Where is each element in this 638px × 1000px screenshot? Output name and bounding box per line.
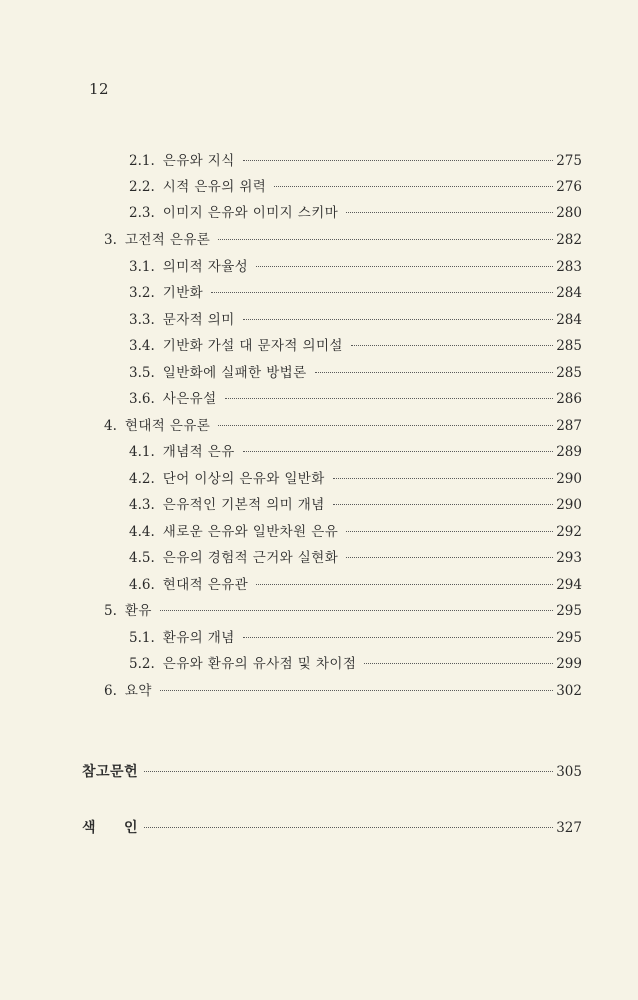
toc-entry-3-5[interactable]	[129, 362, 582, 384]
index-page: 327	[556, 820, 582, 836]
entry-title: 은유의 경험적 근거와 실현화	[162, 550, 339, 566]
dot-leader	[346, 531, 553, 532]
entry-title: 개념적 은유	[162, 444, 235, 460]
entry-title: 은유적인 기본적 의미 개념	[162, 497, 325, 513]
entry-page: 282	[556, 232, 582, 248]
entry-title: 새로운 은유와 일반차원 은유	[162, 524, 339, 540]
entry-title: 기반화 가설 대 문자적 의미설	[162, 338, 343, 354]
entry-number: 3.4.	[129, 338, 155, 354]
entry-page: 293	[556, 550, 582, 566]
dot-leader	[333, 504, 554, 505]
toc-entry-2-2[interactable]	[129, 176, 582, 198]
dot-leader	[256, 266, 553, 267]
toc-entry-3-6[interactable]	[129, 388, 582, 410]
toc-entry-references[interactable]	[82, 761, 582, 783]
dot-leader	[160, 610, 553, 611]
dot-leader	[144, 771, 553, 772]
dot-leader	[274, 186, 553, 187]
entry-title: 현대적 은유론	[124, 418, 211, 434]
toc-entry-4-4[interactable]	[129, 521, 582, 543]
entry-title: 고전적 은유론	[124, 232, 211, 248]
references-page: 305	[556, 764, 582, 780]
dot-leader	[346, 557, 553, 558]
entry-title: 단어 이상의 은유와 일반화	[162, 471, 325, 487]
toc-entry-4-6[interactable]	[129, 574, 582, 596]
toc-entry-index[interactable]	[82, 817, 582, 839]
entry-page: 295	[556, 603, 582, 619]
entry-number: 2.3.	[129, 205, 155, 221]
entry-page: 284	[556, 285, 582, 301]
entry-number: 4.2.	[129, 471, 155, 487]
entry-title: 요약	[124, 683, 152, 699]
entry-title: 시적 은유의 위력	[162, 179, 267, 195]
entry-number: 2.1.	[129, 153, 155, 169]
entry-number: 4.5.	[129, 550, 155, 566]
entry-page: 287	[556, 418, 582, 434]
toc-entry-5-1[interactable]	[129, 627, 582, 649]
dot-leader	[351, 345, 553, 346]
page-number: 12	[89, 80, 110, 98]
entry-page: 276	[556, 179, 582, 195]
entry-number: 3.1.	[129, 259, 155, 275]
dot-leader	[218, 239, 553, 240]
entry-page: 283	[556, 259, 582, 275]
dot-leader	[243, 451, 554, 452]
entry-page: 292	[556, 524, 582, 540]
entry-title: 사은유설	[162, 391, 217, 407]
dot-leader	[346, 212, 553, 213]
entry-page: 299	[556, 656, 582, 672]
entry-page: 285	[556, 365, 582, 381]
dot-leader	[315, 372, 554, 373]
dot-leader	[243, 160, 554, 161]
dot-leader	[256, 584, 553, 585]
entry-page: 289	[556, 444, 582, 460]
toc-entry-2-1[interactable]	[129, 150, 582, 172]
dot-leader	[243, 319, 554, 320]
entry-title: 문자적 의미	[162, 312, 235, 328]
entry-page: 280	[556, 205, 582, 221]
toc-entry-4-5[interactable]	[129, 547, 582, 569]
dot-leader	[225, 398, 554, 399]
entry-number: 4.	[104, 418, 117, 434]
entry-title: 은유와 환유의 유사점 및 차이점	[162, 656, 357, 672]
entry-title: 환유	[124, 603, 152, 619]
entry-title: 이미지 은유와 이미지 스키마	[162, 205, 339, 221]
index-title-part2: 인	[124, 820, 139, 836]
dot-leader	[364, 663, 553, 664]
entry-page: 284	[556, 312, 582, 328]
toc-entry-3-1[interactable]	[129, 256, 582, 278]
entry-page: 290	[556, 471, 582, 487]
entry-number: 3.3.	[129, 312, 155, 328]
dot-leader	[160, 690, 553, 691]
entry-number: 4.6.	[129, 577, 155, 593]
entry-number: 5.2.	[129, 656, 155, 672]
entry-page: 285	[556, 338, 582, 354]
entry-page: 275	[556, 153, 582, 169]
entry-page: 290	[556, 497, 582, 513]
entry-number: 6.	[104, 683, 117, 699]
toc-entry-4-2[interactable]	[129, 468, 582, 490]
entry-title: 의미적 자율성	[162, 259, 249, 275]
entry-page: 294	[556, 577, 582, 593]
toc-entry-5[interactable]	[104, 600, 582, 622]
entry-title: 일반화에 실패한 방법론	[162, 365, 307, 381]
references-title: 참고문헌	[82, 764, 139, 780]
entry-number: 4.3.	[129, 497, 155, 513]
toc-entry-2-3[interactable]	[129, 202, 582, 224]
entry-title: 환유의 개념	[162, 630, 235, 646]
dot-leader	[211, 292, 553, 293]
entry-number: 3.2.	[129, 285, 155, 301]
entry-page: 302	[556, 683, 582, 699]
dot-leader	[333, 478, 554, 479]
entry-number: 5.1.	[129, 630, 155, 646]
entry-number: 3.	[104, 232, 117, 248]
toc-entry-5-2[interactable]	[129, 653, 582, 675]
entry-number: 4.4.	[129, 524, 155, 540]
dot-leader	[218, 425, 553, 426]
dot-leader	[243, 637, 554, 638]
entry-page: 295	[556, 630, 582, 646]
entry-title: 기반화	[162, 285, 204, 301]
entry-number: 3.6.	[129, 391, 155, 407]
index-title-part1: 색	[82, 820, 97, 836]
entry-title: 현대적 은유관	[162, 577, 249, 593]
entry-number: 5.	[104, 603, 117, 619]
dot-leader	[144, 827, 553, 828]
toc-entry-3-2[interactable]	[129, 282, 582, 304]
toc-entry-6[interactable]	[104, 680, 582, 702]
toc-entry-3-4[interactable]	[129, 335, 582, 357]
entry-title: 은유와 지식	[162, 153, 235, 169]
entry-number: 3.5.	[129, 365, 155, 381]
toc-entry-4-3[interactable]	[129, 494, 582, 516]
toc-entry-4-1[interactable]	[129, 441, 582, 463]
entry-number: 2.2.	[129, 179, 155, 195]
toc-entry-3[interactable]	[104, 229, 582, 251]
toc-entry-3-3[interactable]	[129, 309, 582, 331]
entry-number: 4.1.	[129, 444, 155, 460]
toc-entry-4[interactable]	[104, 415, 582, 437]
entry-page: 286	[556, 391, 582, 407]
